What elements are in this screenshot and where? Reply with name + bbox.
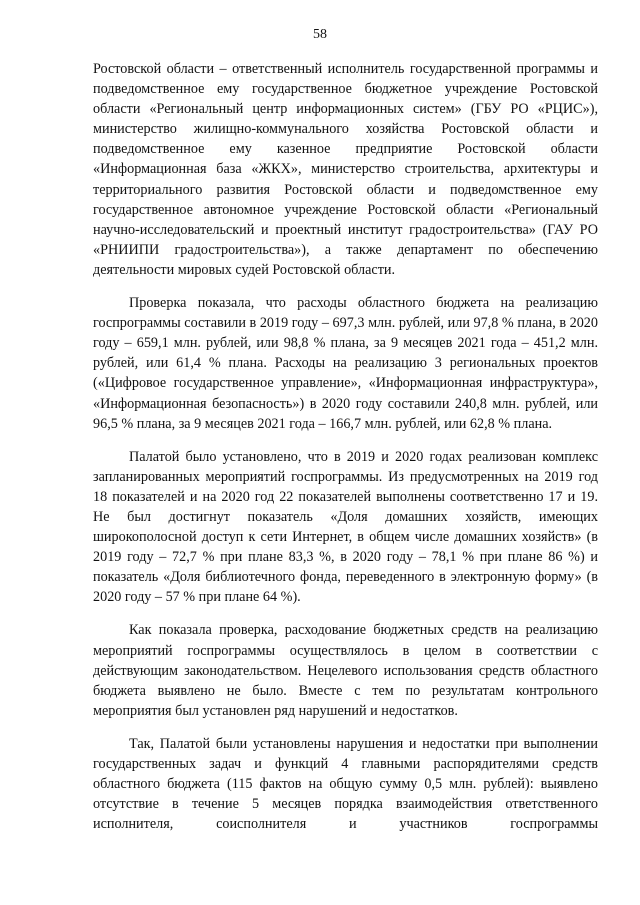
paragraph-audit-conclusion: Как показала проверка, расходование бюджетных средств на реализацию мероприятий госпрограммы осуществлялось в целом в соответствии с действующим законодательством. Нецелевого использования средств областного бюджета выявлено не было. Вместе с тем по результатам контрольного мероприятия был установлен ряд нарушений и недостатков. — [93, 622, 598, 719]
paragraph-violations: Так, Палатой были установлены нарушения и недостатки при выполнении государственных задач и функций 4 главными распорядителями средств областного бюджета (115 фактов на общую сумму 0,5 млн. рублей): выявлено отсутствие в течение 5 месяцев порядка взаимодействия ответственного исполнителя, соисполнителя и участников госпрограммы — [93, 735, 598, 833]
paragraph-continuation: Ростовской области – ответственный исполнитель государственной программы и подведомственное ему государственное бюджетное учреждение Ростовской области «Региональный центр информационных систем» (ГБУ РО «РЦИС»), министерство жилищно-коммунального хозяйства Ростовской области и подведомственное ему казенное предприятие Ростовской области «Информационная база «ЖКХ», министерство строительства, архитектуры и территориального развития Ростовской области и подведомственное ему государственное автономное учреждение Ростовской области «Региональный научно-исследовательский и проектный институт градостроительства» (ГАУ РО «РНИИПИ градостроительства»), а также департамент по обеспечению деятельности мировых судей Ростовской области. — [93, 61, 598, 278]
paragraph-indicators: Палатой было установлено, что в 2019 и 2020 годах реализован комплекс запланированных мероприятий госпрограммы. Из предусмотренных на 2019 год 18 показателей и на 2020 год 22 показателей выполнены соответственно 17 и 19. Не был достигнут показатель «Доля домашних хозяйств, имеющих широкополосной доступ к сети Интернет, в общем числе домашних хозяйств» (в 2019 году – 72,7 % при плане 83,3 %, в 2020 году – 78,1 % при плане 86 %) и показатель «Доля библиотечного фонда, переведенного в электронную форму» (в 2020 году – 57 % при плане 64 %). — [93, 448, 598, 606]
paragraph-budget-expenses: Проверка показала, что расходы областного бюджета на реализацию госпрограммы составили в 2019 году – 697,3 млн. рублей, или 97,8 % плана, в 2020 году – 659,1 млн. рублей, или 98,8 % плана, за 9 месяцев 2021 года – 451,2 млн. рублей, или 61,4 % плана. Расходы на реализацию 3 региональных проектов («Цифровое государственное управление», «Информационная инфраструктура», «Информационная безопасность») в 2020 году составили 240,8 млн. рублей, или 96,5 % плана, за 9 месяцев 2021 года – 166,7 млн. рублей, или 62,8 % плана. — [93, 295, 598, 432]
page-number: 58 — [313, 27, 327, 42]
document-body — [93, 59, 598, 834]
